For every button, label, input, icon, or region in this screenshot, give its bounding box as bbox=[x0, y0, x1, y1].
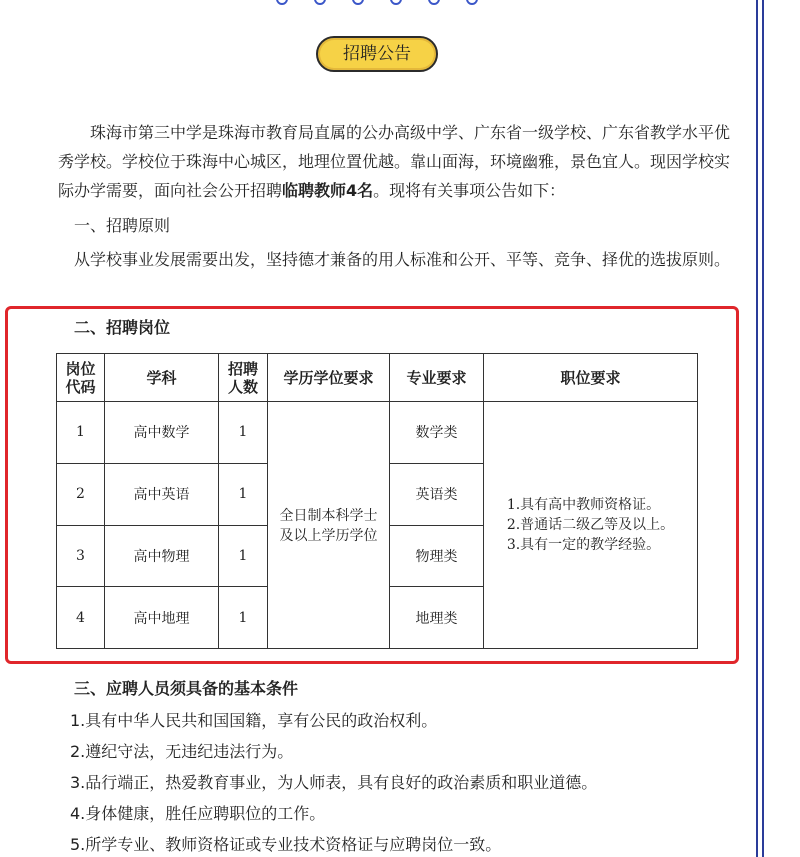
condition-item: 5.所学专业、教师资格证或专业技术资格证与应聘岗位一致。 bbox=[70, 835, 502, 854]
positions-table bbox=[56, 353, 698, 649]
row-subject: 高中地理 bbox=[105, 587, 219, 649]
row-count: 1 bbox=[219, 525, 268, 587]
requirement-item: 2.普通话二级乙等及以上。 bbox=[506, 517, 675, 533]
row-major: 数学类 bbox=[390, 402, 484, 464]
announcement-title: 招聘公告 bbox=[316, 36, 438, 72]
row-count: 1 bbox=[219, 463, 268, 525]
condition-item: 2.遵纪守法，无违纪违法行为。 bbox=[70, 742, 294, 761]
header-position: 职位要求 bbox=[484, 354, 698, 402]
header-subject: 学科 bbox=[105, 354, 219, 402]
header-major: 专业要求 bbox=[390, 354, 484, 402]
intro-highlight: 临聘教师4名 bbox=[282, 181, 374, 200]
header-education: 学历学位要求 bbox=[268, 354, 390, 402]
requirement-item: 3.具有一定的教学经验。 bbox=[506, 537, 661, 553]
position-requirements bbox=[484, 402, 698, 649]
row-subject: 高中数学 bbox=[105, 402, 219, 464]
row-major: 英语类 bbox=[390, 463, 484, 525]
table-row bbox=[57, 402, 698, 464]
requirement-item: 1.具有高中教师资格证。 bbox=[506, 497, 661, 513]
row-code: 2 bbox=[57, 463, 105, 525]
header-count: 招聘 人数 bbox=[219, 354, 268, 402]
condition-item: 3.品行端正，热爱教育事业，为人师表，具有良好的政治素质和职业道德。 bbox=[70, 773, 598, 792]
section2-heading: 二、招聘岗位 bbox=[74, 318, 171, 337]
education-requirement: 全日制本科学士 及以上学历学位 bbox=[268, 402, 390, 649]
condition-item: 4.身体健康，胜任应聘职位的工作。 bbox=[70, 804, 326, 823]
decorative-dots bbox=[270, 0, 510, 5]
section1-heading: 一、招聘原则 bbox=[74, 216, 171, 235]
section3-heading: 三、应聘人员须具备的基本条件 bbox=[74, 679, 299, 698]
section1-body: 从学校事业发展需要出发，坚持德才兼备的用人标准和公开、平等、竞争、择优的选拔原则。 bbox=[74, 250, 731, 269]
row-count: 1 bbox=[219, 402, 268, 464]
row-subject: 高中物理 bbox=[105, 525, 219, 587]
row-subject: 高中英语 bbox=[105, 463, 219, 525]
intro-text-end: 。现将有关事项公告如下： bbox=[373, 181, 566, 200]
row-major: 地理类 bbox=[390, 587, 484, 649]
intro-text: 珠海市第三中学是珠海市教育局直属的公办高级中学、广东省一级学校、广东省教学水平优秀学校。学校位于珠海中心城区，地理位置优越。靠山面海，环境幽雅，景色宜人。现因学校实际办学需要，面向社会公开招聘 bbox=[58, 123, 731, 200]
row-code: 4 bbox=[57, 587, 105, 649]
row-count: 1 bbox=[219, 587, 268, 649]
page-border-rule bbox=[762, 0, 764, 857]
row-code: 1 bbox=[57, 402, 105, 464]
row-major: 物理类 bbox=[390, 525, 484, 587]
table-header-row bbox=[57, 354, 698, 402]
header-code: 岗位 代码 bbox=[57, 354, 105, 402]
page-border-rule bbox=[756, 0, 758, 857]
condition-item: 1.具有中华人民共和国国籍，享有公民的政治权利。 bbox=[70, 711, 438, 730]
row-code: 3 bbox=[57, 525, 105, 587]
intro-paragraph bbox=[58, 118, 738, 205]
